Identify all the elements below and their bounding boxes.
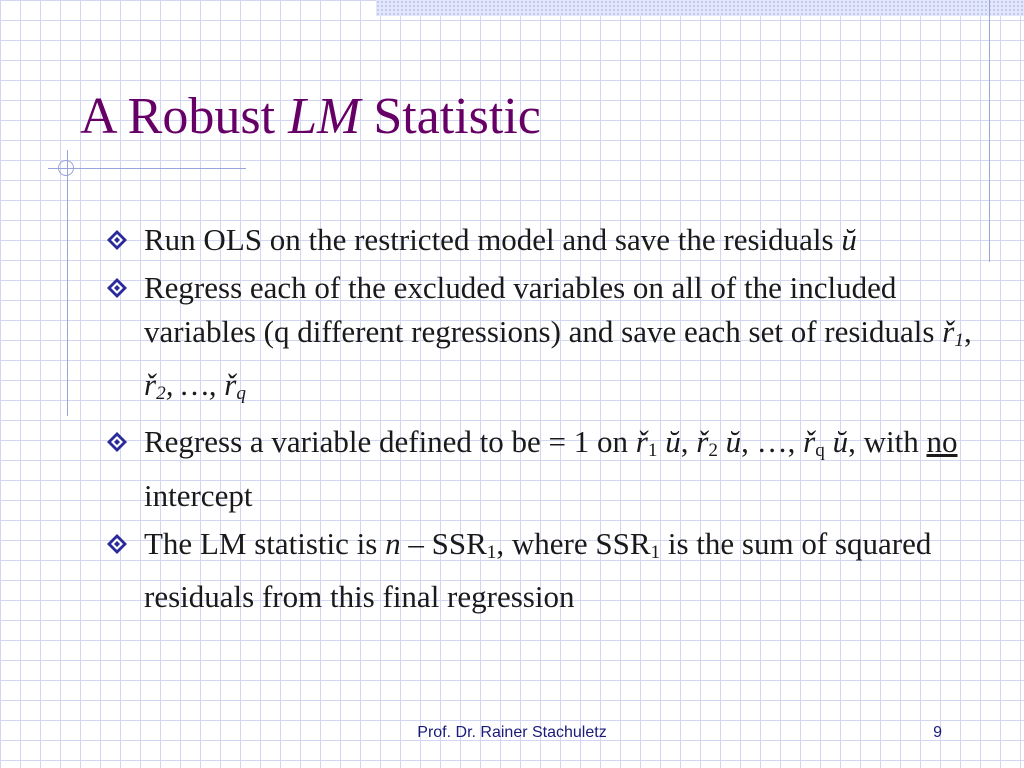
title-italic: LM — [288, 88, 361, 145]
bullet-text-segment: q — [236, 383, 246, 405]
bullet-text-segment: ř — [224, 367, 237, 403]
bullet-text-segment: The LM statistic is — [144, 525, 386, 561]
left-vertical-rule — [67, 150, 68, 416]
diamond-bullet-icon — [106, 229, 128, 251]
bullet-text-segment: Regress each of the excluded variables on all of the included variables (q different regressions) and save each set of residuals — [144, 270, 943, 349]
bullet-text-segment: 2 — [156, 383, 166, 405]
bullet-list — [106, 218, 976, 623]
bullet-text-segment: , …, — [741, 424, 804, 460]
bullet-text-segment: n — [385, 525, 401, 561]
crosshair-ornament — [58, 160, 74, 176]
bullet-text-segment: , — [963, 314, 972, 349]
bullet-text-segment: ř — [696, 424, 709, 460]
bullet-text-segment: 1 — [486, 541, 497, 563]
bullet-text-segment: – SSR — [400, 525, 487, 561]
slide-title — [80, 88, 541, 145]
bullet-text-segment: ř — [942, 314, 955, 349]
bullet-text-segment: , with — [848, 424, 927, 460]
bullet-text-segment: q — [815, 440, 825, 462]
diamond-bullet-icon — [106, 277, 128, 299]
bullet-text-segment: 1 — [954, 330, 964, 352]
bullet-text-segment: ŭ — [665, 424, 681, 460]
bullet-item — [106, 218, 976, 262]
bullet-text-segment: 1 — [650, 541, 661, 563]
diamond-bullet-icon — [106, 431, 128, 453]
bullet-item — [106, 266, 976, 416]
right-vertical-rule — [989, 0, 990, 262]
page-number: 9 — [933, 724, 942, 741]
bullet-text-segment: ŭ — [725, 424, 742, 460]
bullet-text-segment: , …, — [165, 367, 225, 403]
bullet-text-segment: ř — [803, 424, 816, 460]
bullet-text-segment — [718, 424, 726, 459]
title-underline-rule — [48, 168, 246, 169]
footer-author: Prof. Dr. Rainer Stachuletz — [417, 724, 607, 741]
bullet-text-segment: is the sum of squared residuals from this final regression — [144, 525, 932, 614]
bullet-text-segment: Run OLS on the restricted model and save the residuals — [144, 222, 842, 257]
bullet-item — [106, 420, 976, 517]
bullet-text-segment: 2 — [708, 440, 718, 462]
top-decorative-band — [376, 0, 1024, 16]
bullet-text-segment: ŭ — [832, 424, 849, 460]
bullet-text-segment: Regress a variable defined to be = 1 on — [144, 424, 636, 460]
bullet-text-segment: ŭ — [841, 222, 857, 257]
bullet-text-segment: 1 — [647, 440, 658, 462]
bullet-text-segment: ř — [635, 424, 648, 460]
bullet-text-segment — [825, 424, 833, 459]
title-prefix: A Robust — [80, 88, 289, 145]
bullet-item — [106, 522, 976, 619]
bullet-text-segment: no — [926, 424, 958, 460]
bullet-text-segment: intercept — [144, 477, 253, 513]
bullet-text-segment: ř — [144, 367, 157, 403]
bullet-text-segment: , — [680, 424, 697, 460]
diamond-bullet-icon — [106, 533, 128, 555]
bullet-text-segment: , where SSR — [496, 525, 651, 561]
title-suffix: Statistic — [360, 88, 541, 145]
